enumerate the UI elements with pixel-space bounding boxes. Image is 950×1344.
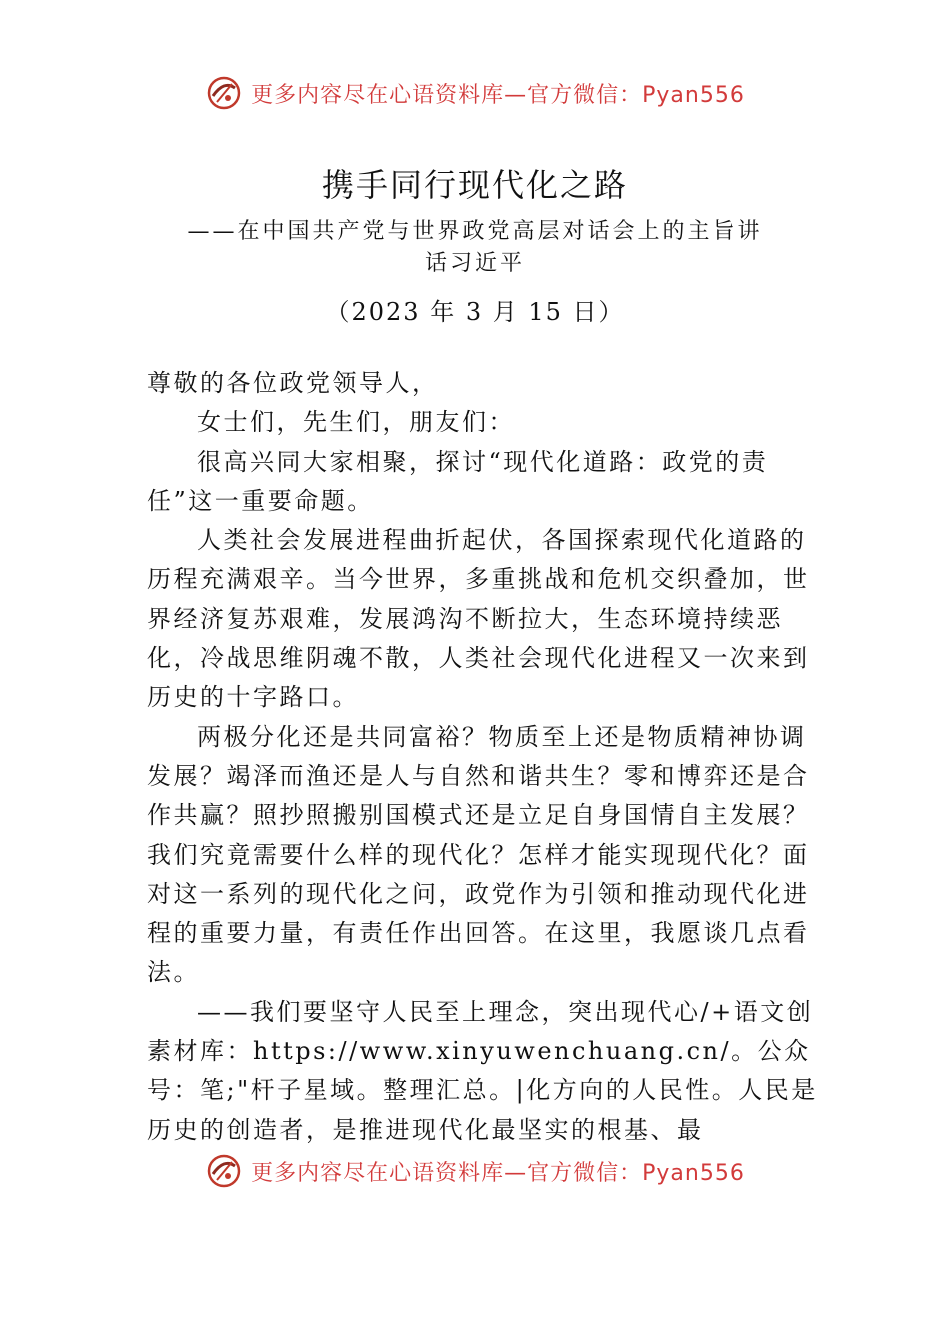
document-subtitle-line1: ——在中国共产党与世界政党高层对话会上的主旨讲 [187,219,763,244]
logo-icon [205,74,243,112]
paragraph-greeting: 女士们，先生们，朋友们： [197,408,515,437]
document-date: （2023 年 3 月 15 日） [325,298,625,326]
paragraph: 两极分化还是共同富裕？物质至上还是物质精神协调发展？竭泽而渔还是人与自然和谐共生？零和博弈还是合作共赢？照抄照搬别国模式还是立足自身国情自主发展？我们究竟需要什么样的现代化？怎样才能实现现代化？面对这一系列的现代化之问，政党作为引领和推动现代化进程的重要力量，有责任作出回答。在这里，我愿谈几点看法。 [147,722,810,987]
paragraph: 人类社会发展进程曲折起伏，各国探索现代化道路的历程充满艰辛。当今世界，多重挑战和危机交织叠加，世界经济复苏艰难，发展鸿沟不断拉大，生态环境持续恶化，冷战思维阴魂不散，人类社会现代化进程又一次来到历史的十字路口。 [147,526,810,712]
document-subtitle-line2: 话习近平 [424,251,525,276]
paragraph: 很高兴同大家相聚，探讨“现代化道路：政党的责任”这一重要命题。 [147,447,769,515]
footer-banner [0,1146,950,1196]
document-body [147,364,827,1150]
document-title: 携手同行现代化之路 [321,166,628,204]
header-banner [0,68,950,118]
paragraph: ——我们要坚守人民至上理念，突出现代心/+语文创素材库：https://www.xinyuwenchuang.cn/。公众号：笔;"杆子星域。整理汇总。|化方向的人民性。人民是历史的创造者，是推进现代化最坚实的根基、最 [147,997,818,1144]
banner-text: 更多内容尽在心语资料库—官方微信：Pyan556 [251,1160,745,1186]
banner-text: 更多内容尽在心语资料库—官方微信：Pyan556 [251,82,745,108]
logo-icon [205,1152,243,1190]
paragraph-salutation: 尊敬的各位政党领导人， [147,369,439,397]
